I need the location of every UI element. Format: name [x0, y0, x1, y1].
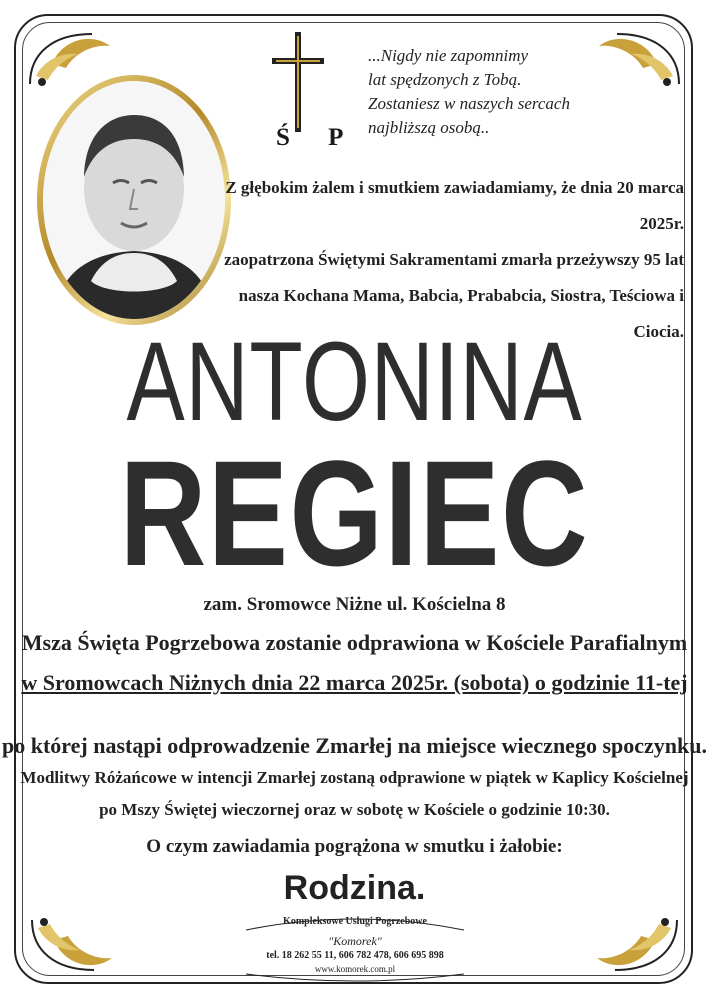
ornament-bottom-right-icon [593, 910, 685, 980]
funeral-company-block [240, 912, 470, 982]
quote-line-3: Zostaniesz w naszych sercach [368, 94, 570, 113]
company-services: Kompleksowe Usługi Pogrzebowe [283, 916, 427, 927]
company-website[interactable]: www.komorek.com.pl [314, 964, 396, 974]
sp-label: Ś P [276, 124, 360, 151]
quote-line-1: ...Nigdy nie zapomnimy [368, 46, 529, 65]
deceased-last-name: REGIEC [119, 429, 590, 597]
inform-line: O czym zawiadamia pogrążona w smutku i żałobie: [146, 836, 563, 857]
cross-icon [268, 28, 328, 136]
company-phones: tel. 18 262 55 11, 606 782 478, 606 695 898 [266, 950, 444, 961]
portrait-frame [37, 75, 231, 325]
mass-line-1: Msza Święta Pogrzebowa zostanie odprawiona w Kościele Parafialnym [21, 630, 688, 655]
mass-line-2: w Sromowcach Niżnych dnia 22 marca 2025r. (sobota) o godzinie 11-tej [21, 670, 688, 695]
prayers-line-2: po Mszy Świętej wieczornej oraz w sobotę w Kościele o godzinie 10:30. [99, 800, 610, 819]
mass-line-3: po której nastąpi odprowadzenie Zmarłej na miejsce wiecznego spoczynku. [2, 733, 707, 758]
memorial-quote [368, 44, 668, 140]
intro-line-2: zaopatrzona Świętymi Sakramentami zmarła przeżywszy 95 lat [224, 250, 684, 269]
portrait-silhouette-icon [43, 81, 225, 319]
intro-line-1: Z głębokim żalem i smutkiem zawiadamiamy, że dnia 20 marca 2025r. [225, 178, 684, 233]
company-name: "Komorek" [328, 934, 382, 948]
ornament-bottom-left-icon [24, 910, 116, 980]
portrait-photo [43, 81, 225, 319]
intro-line-3: nasza Kochana Mama, Babcia, Prababcia, Siostra, Teściowa i Ciocia. [238, 286, 684, 341]
quote-line-4: najbliższą osobą.. [368, 118, 490, 137]
family-signature: Rodzina. [283, 869, 426, 907]
address-line: zam. Sromowce Niżne ul. Kościelna 8 [203, 594, 506, 615]
quote-line-2: lat spędzonych z Tobą. [368, 70, 522, 89]
prayers-line-1: Modlitwy Różańcowe w intencji Zmarłej zostaną odprawione w piątek w Kaplicy Kościelnej [20, 768, 689, 787]
deceased-first-name: ANTONINA [126, 319, 583, 444]
